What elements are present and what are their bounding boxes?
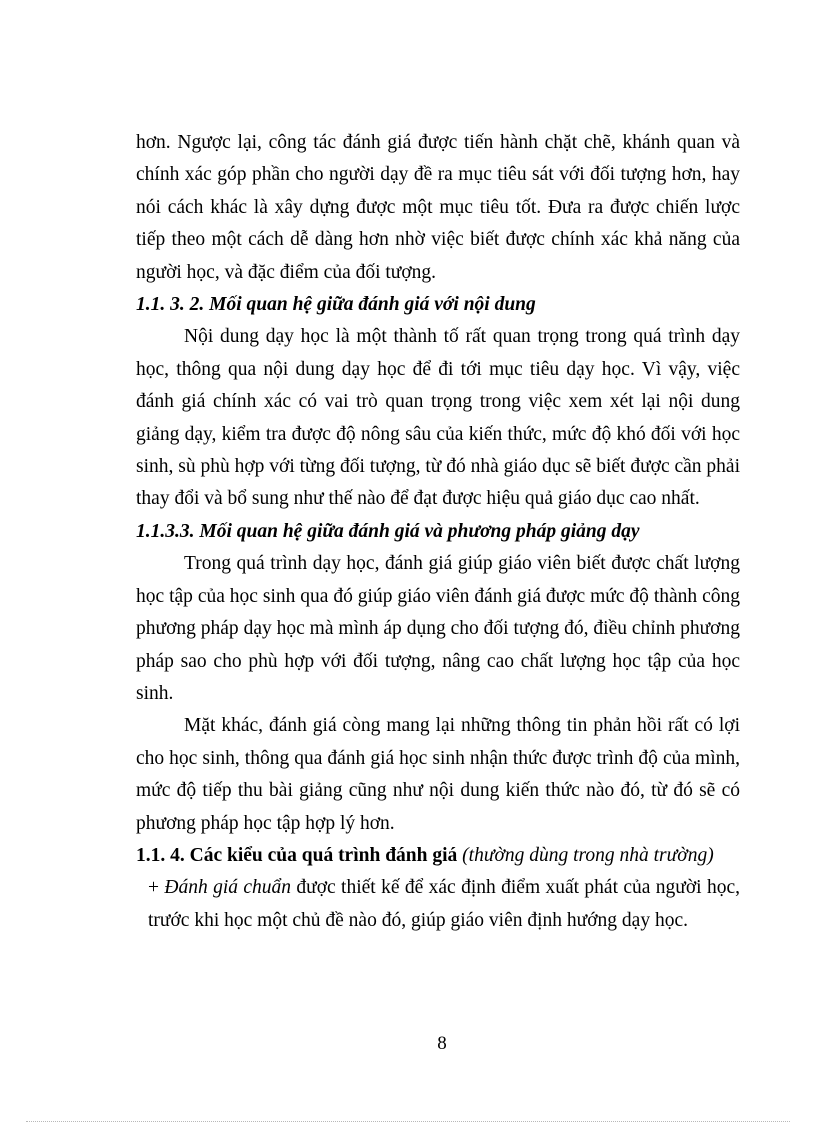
heading-evaluation-content-relation: 1.1. 3. 2. Mối quan hệ giữa đánh giá với nội dung [136,294,536,316]
bullet-text: được thiết kế để xác định điểm xuất phát của người học, trước khi học một chủ đề nào đó, giúp giáo viên định hướng dạy học. [148,877,740,931]
bullet-term: Đánh giá chuẩn [164,877,292,899]
paragraph-feedback: Mặt khác, đánh giá còng mang lại những thông tin phản hồi rất có lợi cho học sinh, thông qua đánh giá học sinh nhận thức được trình độ của mình, mức độ tiếp thu bài giảng cũng như nội dung kiến thức nào đó, từ đó sẽ có phương pháp học tập hợp lý hơn. [136,715,740,834]
paragraph-evaluation-objectives: hơn. Ngược lại, công tác đánh giá được tiến hành chặt chẽ, khánh quan và chính xác góp phần cho người dạy đề ra mục tiêu sát với đối tượng hơn, hay nói cách khác là xây dựng được một mục tiêu tốt. Đưa ra được chiến lược tiếp theo một cách dễ dàng hơn nhờ việc biết được chính xác khả năng của người học, và đặc điểm của đối tượng. [136,132,740,283]
document-body [136,127,740,937]
page-number: 8 [437,1033,447,1054]
bullet-prefix: + [148,877,165,899]
page-bottom-border [26,1121,790,1122]
heading-evaluation-method-relation: 1.1.3.3. Mối quan hệ giữa đánh giá và phương pháp giảng dạy [136,520,640,542]
heading-evaluation-types-note: (thường dùng trong nhà trường) [462,844,714,866]
paragraph-teaching-process: Trong quá trình dạy học, đánh giá giúp giáo viên biết được chất lượng học tập của học sinh qua đó giúp giáo viên đánh giá được mức độ thành công phương pháp dạy học mà mình áp dụng cho đối tượng đó, điều chỉnh phương pháp sao cho phù hợp với đối tượng, nâng cao chất lượng học tập của học sinh. [136,553,740,704]
bullet-standard-evaluation [136,872,740,937]
paragraph-teaching-content: Nội dung dạy học là một thành tố rất quan trọng trong quá trình dạy học, thông qua nội dung dạy học để đi tới mục tiêu dạy học. Vì vậy, việc đánh giá chính xác có vai trò quan trọng trong việc xem xét lại nội dung giảng dạy, kiểm tra được độ nông sâu của kiến thức, mức độ khó đối với học sinh, sù phù hợp với từng đối tượng, từ đó nhà giáo dục sẽ biết được cần phải thay đổi và bổ sung như thế nào để đạt được hiệu quả giáo dục cao nhất. [136,326,740,510]
heading-evaluation-types-title: 1.1. 4. Các kiểu của quá trình đánh giá [136,844,458,866]
heading-evaluation-types [136,840,740,872]
